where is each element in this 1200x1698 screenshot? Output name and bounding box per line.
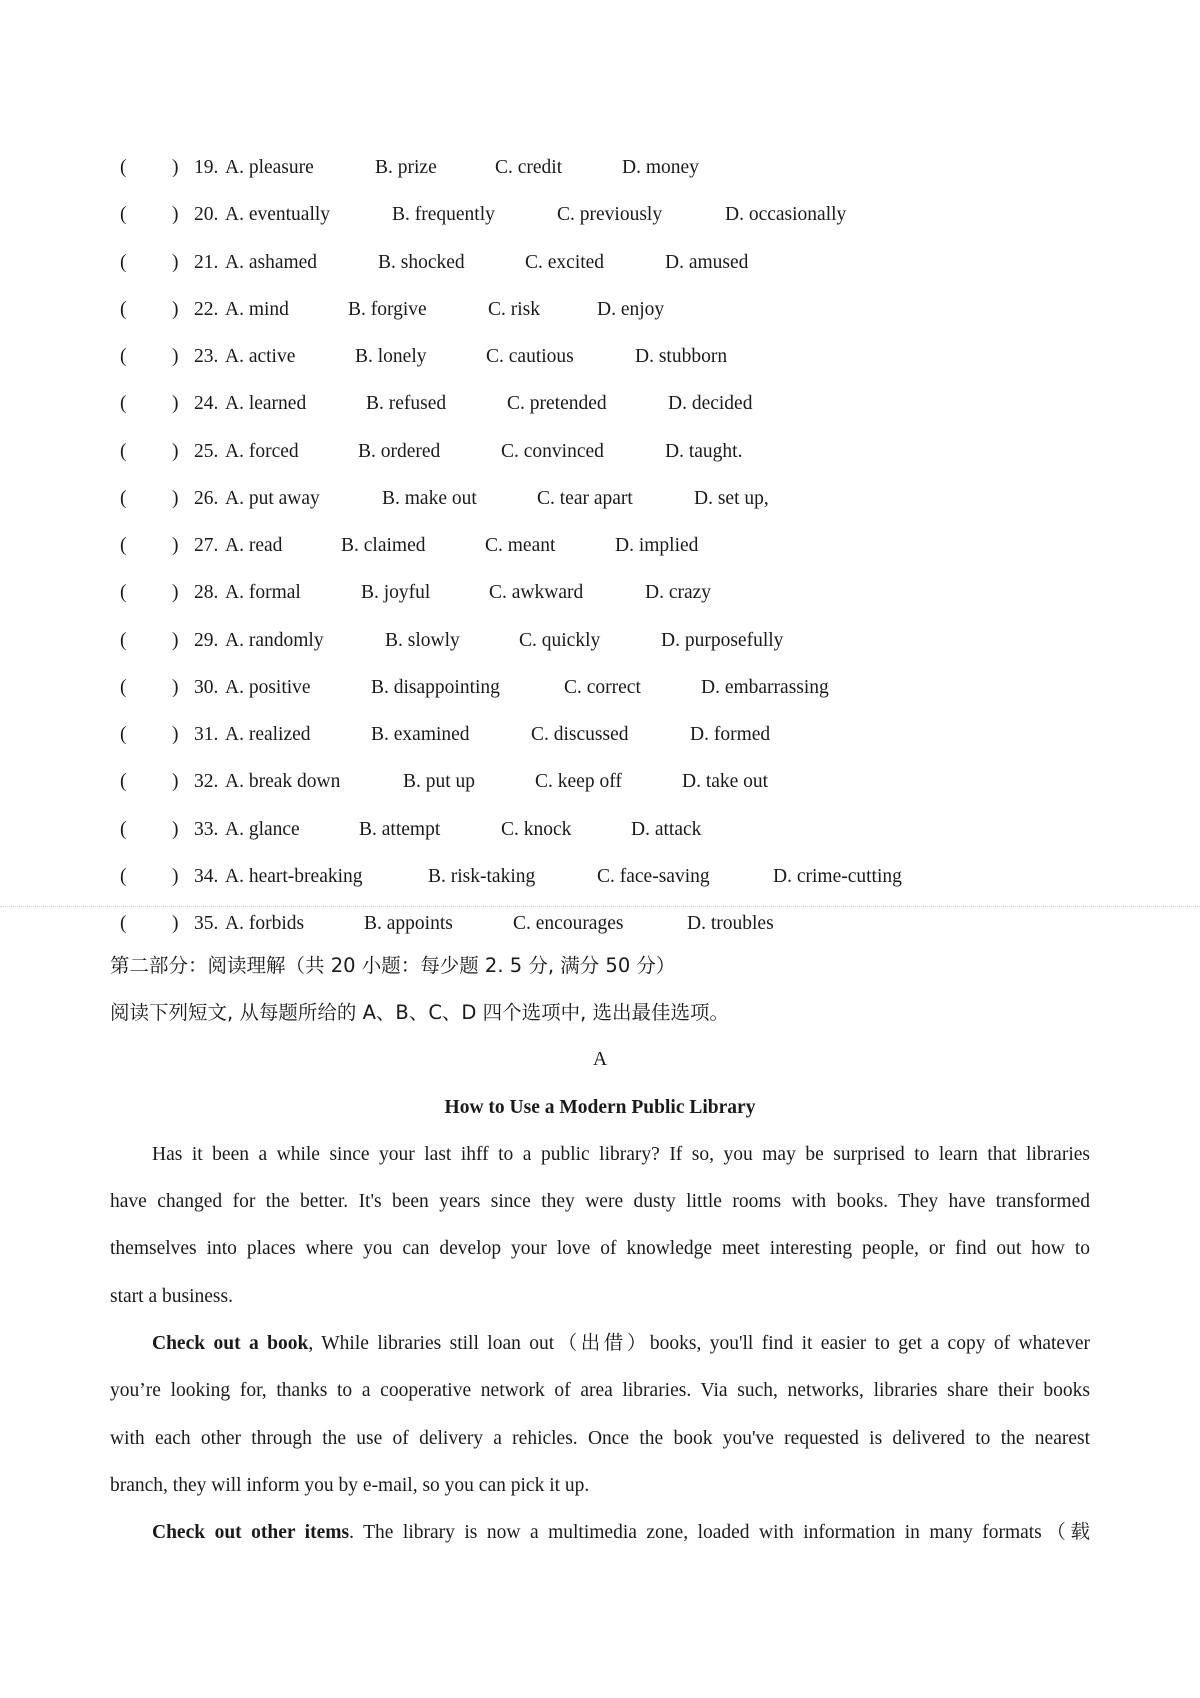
option-c: C. correct [564, 676, 641, 698]
option-d: D. attack [631, 818, 702, 840]
option-c: C. convinced [501, 440, 604, 462]
para2-line-1 [110, 1329, 1090, 1359]
option-d: D. take out [682, 771, 769, 793]
option-a: A. realized [225, 724, 311, 745]
option-b: B. attempt [359, 818, 441, 840]
answer-paren-left: ( [120, 865, 127, 887]
option-a: A. read [225, 535, 283, 556]
question-number: 29. [194, 629, 219, 651]
option-c: C. excited [525, 251, 605, 273]
answer-paren-right: ) [172, 346, 179, 367]
option-c: C. pretended [507, 393, 607, 415]
question-number: 20. [194, 204, 219, 226]
para2-heading: Check out a book [152, 1333, 309, 1354]
option-c: C. face-saving [597, 865, 710, 887]
para2-line-4: branch, they will inform you by e-mail, so you can pick it up. [110, 1475, 590, 1496]
answer-paren-right: ) [172, 535, 179, 556]
para1-line-2: have changed for the better. It's been years since they were dusty little rooms with books. They have transformed [110, 1191, 1090, 1212]
option-b: B. prize [375, 157, 437, 178]
answer-paren-right: ) [172, 582, 179, 604]
answer-paren-left: ( [120, 913, 127, 934]
option-c: C. cautious [486, 346, 574, 367]
para1-line-1: Has it been a while since your last ihff to a public library? If so, you may be surprised to learn that libraries [152, 1144, 1090, 1165]
answer-paren-left: ( [120, 724, 127, 745]
option-d: D. purposefully [661, 629, 784, 651]
question-number: 30. [194, 676, 219, 698]
answer-paren-left: ( [120, 440, 127, 462]
option-a: A. pleasure [225, 157, 314, 178]
answer-paren-left: ( [120, 346, 127, 367]
answer-paren-left: ( [120, 629, 127, 651]
answer-paren-left: ( [120, 204, 127, 226]
answer-paren-right: ) [172, 440, 179, 462]
question-number: 19. [194, 157, 219, 178]
question-number: 27. [194, 535, 219, 556]
option-d: D. implied [615, 535, 699, 556]
option-c: C. meant [485, 535, 556, 556]
para3-line-1 [110, 1518, 1090, 1548]
question-number: 23. [194, 346, 219, 367]
page-divider [0, 906, 1200, 907]
answer-paren-left: ( [120, 771, 127, 793]
option-d: D. embarrassing [701, 676, 829, 698]
option-c: C. discussed [531, 724, 629, 745]
question-number: 33. [194, 818, 219, 840]
answer-paren-left: ( [120, 535, 127, 556]
section-heading: 第二部分：阅读理解（共 20 小题：每少题 2. 5 分, 满分 50 分） [110, 954, 676, 977]
option-c: C. knock [501, 818, 572, 840]
option-d: D. formed [690, 724, 771, 745]
option-c: C. awkward [489, 582, 584, 604]
para2-line-3: with each other through the use of delivery a rehicles. Once the book you've requested is delivered to the nearest [110, 1428, 1090, 1449]
option-b: B. ordered [358, 440, 441, 462]
option-b: B. refused [366, 393, 447, 415]
answer-paren-left: ( [120, 582, 127, 604]
question-number: 21. [194, 251, 219, 273]
option-b: B. risk-taking [428, 865, 536, 887]
answer-paren-left: ( [120, 157, 127, 178]
option-d: D. occasionally [725, 204, 847, 226]
option-c: C. tear apart [537, 487, 633, 509]
answer-paren-right: ) [172, 771, 179, 793]
option-a: A. positive [225, 676, 311, 698]
option-a: A. forbids [225, 913, 305, 934]
answer-paren-right: ) [172, 724, 179, 745]
option-b: B. make out [382, 487, 477, 509]
para1-line-3: themselves into places where you can develop your love of knowledge meet interesting people, or find out how to [110, 1238, 1090, 1259]
question-number: 26. [194, 487, 219, 509]
answer-paren-right: ) [172, 251, 179, 273]
option-a: A. heart-breaking [225, 865, 363, 887]
answer-paren-left: ( [120, 487, 127, 509]
answer-paren-right: ) [172, 487, 179, 509]
passage-label: A [592, 1049, 608, 1070]
option-c: C. credit [495, 157, 563, 178]
option-d: D. amused [665, 251, 749, 273]
passage-title: How to Use a Modern Public Library [444, 1097, 756, 1118]
option-d: D. decided [668, 393, 753, 415]
option-a: A. put away [225, 487, 320, 509]
answer-paren-right: ) [172, 157, 179, 178]
option-c: C. risk [488, 298, 541, 320]
option-b: B. disappointing [371, 676, 500, 698]
option-d: D. set up, [694, 487, 769, 509]
para3-heading: Check out other items [152, 1522, 350, 1543]
option-c: C. encourages [513, 913, 624, 934]
question-number: 22. [194, 298, 219, 320]
question-number: 32. [194, 771, 219, 793]
option-a: A. forced [225, 440, 299, 462]
option-a: A. break down [225, 771, 341, 793]
option-b: B. frequently [392, 204, 495, 226]
option-a: A. ashamed [225, 251, 318, 273]
answer-paren-right: ) [172, 629, 179, 651]
option-b: B. slowly [385, 629, 460, 651]
option-a: A. mind [225, 298, 289, 320]
option-d: D. taught. [665, 440, 743, 462]
option-a: A. active [225, 346, 296, 367]
para1-line-4: start a business. [110, 1286, 233, 1307]
section-instruction: 阅读下列短文, 从每题所给的 A、B、C、D 四个选项中, 选出最佳选项。 [110, 1001, 730, 1024]
question-number: 34. [194, 865, 219, 887]
question-number: 31. [194, 724, 219, 745]
answer-paren-left: ( [120, 393, 127, 415]
option-b: B. shocked [378, 251, 465, 273]
answer-paren-right: ) [172, 865, 179, 887]
answer-paren-right: ) [172, 676, 179, 698]
option-d: D. crime-cutting [773, 865, 902, 887]
option-a: A. formal [225, 582, 301, 604]
option-b: B. forgive [348, 298, 427, 320]
option-d: D. money [622, 157, 699, 178]
option-c: C. previously [557, 204, 663, 226]
option-c: C. keep off [535, 771, 622, 793]
para2-line-2: you’re looking for, thanks to a cooperative network of area libraries. Via such, networks, libraries share their books [110, 1380, 1090, 1401]
option-a: A. eventually [225, 204, 331, 226]
option-b: B. examined [371, 724, 470, 745]
option-a: A. glance [225, 818, 300, 840]
answer-paren-left: ( [120, 298, 127, 320]
option-b: B. appoints [364, 913, 453, 934]
option-d: D. troubles [687, 913, 774, 934]
para3-text: . The library is now a multimedia zone, loaded with information in many formats（载 [349, 1522, 1091, 1543]
option-b: B. put up [403, 771, 476, 793]
question-number: 24. [194, 393, 219, 415]
answer-paren-right: ) [172, 298, 179, 320]
answer-paren-right: ) [172, 913, 179, 934]
option-d: D. crazy [645, 582, 712, 604]
option-b: B. claimed [341, 535, 426, 556]
option-d: D. enjoy [597, 298, 665, 320]
option-b: B. joyful [361, 582, 431, 604]
answer-paren-left: ( [120, 251, 127, 273]
question-number: 25. [194, 440, 219, 462]
option-c: C. quickly [519, 629, 601, 651]
answer-paren-right: ) [172, 393, 179, 415]
option-a: A. learned [225, 393, 307, 415]
option-d: D. stubborn [635, 346, 728, 367]
para2-text: , While libraries still loan out（出借）books, you'll find it easier to get a copy of whatever [308, 1333, 1090, 1354]
answer-paren-left: ( [120, 818, 127, 840]
answer-paren-left: ( [120, 676, 127, 698]
option-b: B. lonely [355, 346, 427, 367]
answer-paren-right: ) [172, 818, 179, 840]
option-a: A. randomly [225, 629, 324, 651]
question-number: 28. [194, 582, 219, 604]
answer-paren-right: ) [172, 204, 179, 226]
question-number: 35. [194, 913, 219, 934]
